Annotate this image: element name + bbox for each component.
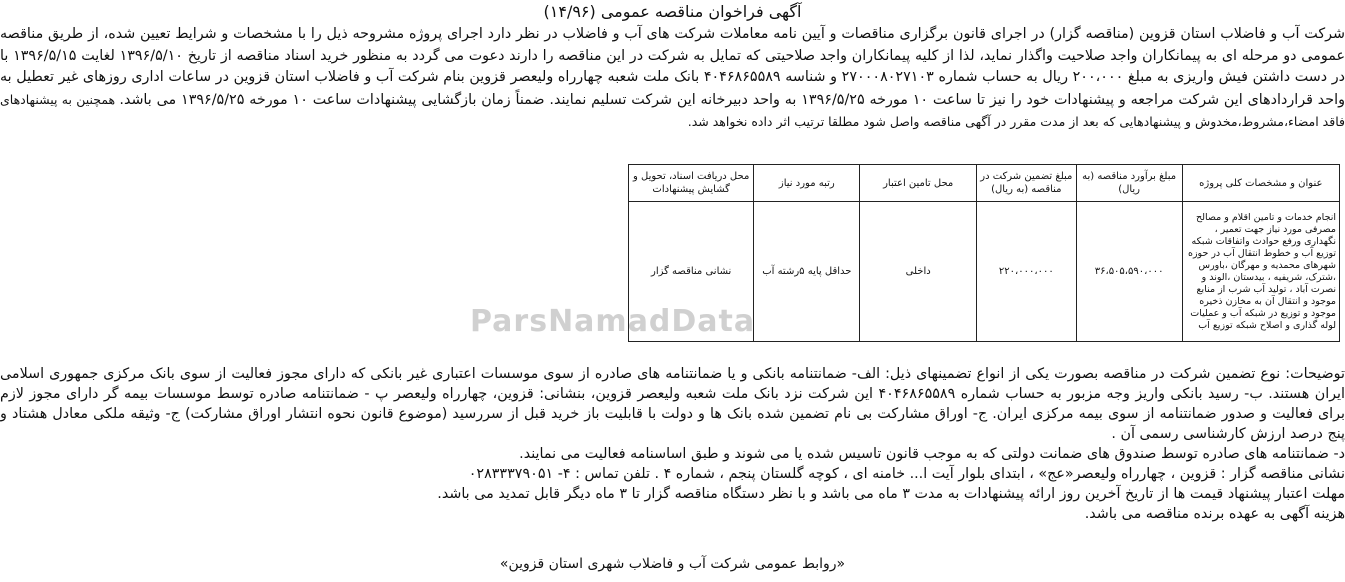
footer-public-relations: «روابط عمومی شرکت آب و فاضلاب شهری استان قزوین» <box>499 556 846 572</box>
cell-description: انجام خدمات و تامین اقلام و مصالح مصرفی مورد نیاز جهت تعمیر ، نگهداری ورفع حوادث واتفاقات شبکه توزیع آب و خطوط انتقال آب در حوزه شهرهای محمدیه و مهرگان ،باورس ،شترک، شریفیه ، بیدستان ،الوند و نصرت آباد ، تولید آب شرب از منابع موجود و انتقال آن به مخازن ذخیره موجود و توزیع در شبکه آب و عملیات لوله گذاری و اصلاح شبکه توزیع آب <box>1182 202 1339 342</box>
note-ad-cost: هزینه آگهی به عهده برنده مناقصه می باشد. <box>1084 506 1345 522</box>
note-guarantee-funds: د- ضمانتنامه های صادره توسط صندوق های ضمانت دولتی که به موجب قانون تاسیس شده یا می شوند و طبق اساسنامه فعالیت می نمایند. <box>519 446 1345 462</box>
intro-text: شرکت آب و فاضلاب استان قزوین (مناقصه گزار) در اجرای قانون برگزاری مناقصات و آیین نامه معاملات شرکت های آب و فاضلاب در نظر دارد اجرای پروژه مشروحه ذیل را با مشخصات و شرایط تعیین شده، از طریق مناقصه عمومی دو مرحله ای به پیمانکاران واجد صلاحیت واگذار نماید، لذا از کلیه پیمانکاران واجد صلاحیتی که تمایل به شرکت در این مناقصه را دارند دعوت می گردد به منظور خرید اسناد مناقصه از تاریخ ۱۳۹۶/۵/۱۰ لغایت ۱۳۹۶/۵/۱۵ با در دست داشتن فیش واریزی به مبلغ ۲۰۰،۰۰۰ ریال به حساب شماره ۲۷۰۰۰۸۰۲۷۱۰۳ و شناسه ۴۰۴۶۸۶۵۵۸۹ بانک ملت شعبه چهارراه ولیعصر قزوین بنام شرکت آب و فاضلاب استان قزوین در ساعات اداری روزهای غیر تعطیل به واحد قراردادهای این شرکت مراجعه و پیشنهادات خود را نیز تا ساعت ۱۰ مورخه ۱۳۹۶/۵/۲۵ به واحد دبیرخانه این شرکت تسلیم نمایند. ضمناً زمان بازگشایی پیشنهادات ساعت ۱۰ مورخه ۱۳۹۶/۵/۲۵ می باشد. <box>0 26 1345 108</box>
note-guarantee-types: توضیحات: نوع تضمین شرکت در مناقصه بصورت یکی از انواع تضمینهای ذیل: الف- ضمانتنامه بانکی و یا ضمانتنامه های صادره از سوی موسسات اعتباری غیر بانکی که دارای مجوز فعالیت از سوی بانک مرکزی جمهوری اسلامی ایران هستند. ب- رسید بانکی واریز وجه مزبور به حساب شماره ۴۰۴۶۸۶۵۵۸۹ این شرکت نزد بانک ملت شعبه ولیعصر قزوین، بنشانی: قزوین، چهارراه ولیعصر پ - ضمانتنامه صادره توسط موسسات بیمه گر دارای مجوز لازم برای فعالیت و صدور ضمانتنامه از سوی بیمه مرکزی ایران. ج- اوراق مشارکت بی نام تضمین شده بانک ها و دولت با قابلیت باز خرید قبل از سررسید (موضوع قانون نحوه انتشار اوراق مشارکت) ج- وثیقه ملکی معادل هشتاد و پنج درصد ارزش کارشناسی رسمی آن . <box>0 366 1345 442</box>
table-header-estimate: مبلغ برآورد مناقصه (به ریال) <box>1076 165 1182 202</box>
cell-location: نشانی مناقصه گزار <box>629 202 754 342</box>
watermark: ParsNamadData <box>470 304 756 339</box>
table-header-rank: رتبه مورد نیاز <box>754 165 860 202</box>
cell-estimate: ۳۶،۵۰۵،۵۹۰،۰۰۰ <box>1076 202 1182 342</box>
table-header-project: عنوان و مشخصات کلی پروژه <box>1182 165 1339 202</box>
table-header-funding: محل تامین اعتبار <box>860 165 977 202</box>
table-header-location: محل دریافت اسناد، تحویل و گشایش پیشنهادات <box>629 165 754 202</box>
notice-title: آگهی فراخوان مناقصه عمومی (۱۴/۹۶) <box>543 2 802 21</box>
cell-guarantee: ۲۲۰،۰۰۰،۰۰۰ <box>977 202 1077 342</box>
cell-rank: حداقل پایه ۵رشته آب <box>754 202 860 342</box>
note-address: نشانی مناقصه گزار : قزوین ، چهارراه ولیعصر«عج» ، ابتدای بلوار آیت ا... خامنه ای ، کوچه گلستان پنجم ، شماره ۴ . تلفن تماس : ۴- ۰۲۸۳۳۳۷۹۰۵۱ <box>468 466 1345 482</box>
notes-section <box>0 364 1345 524</box>
note-validity: مهلت اعتبار پیشنهاد قیمت ها از تاریخ آخرین روز ارائه پیشنهادات به مدت ۳ ماه می باشد و با نظر دستگاه مناقصه گزار تا ۳ ماه دیگر قابل تمدید می باشد. <box>437 486 1345 502</box>
table-header-row <box>629 165 1340 202</box>
table-header-guarantee: مبلغ تضمین شرکت در مناقصه (به ریال) <box>977 165 1077 202</box>
notice-intro <box>0 24 1345 134</box>
intro-tail: همچنین به پیشنهادهای فاقد امضاء،مشروط،مخدوش و پیشنهادهایی که بعد از مدت مقرر در آگهی مناقصه واصل شود مطلقا ترتیب اثر داده نخواهد شد. <box>0 91 1345 129</box>
cell-funding: داخلی <box>860 202 977 342</box>
